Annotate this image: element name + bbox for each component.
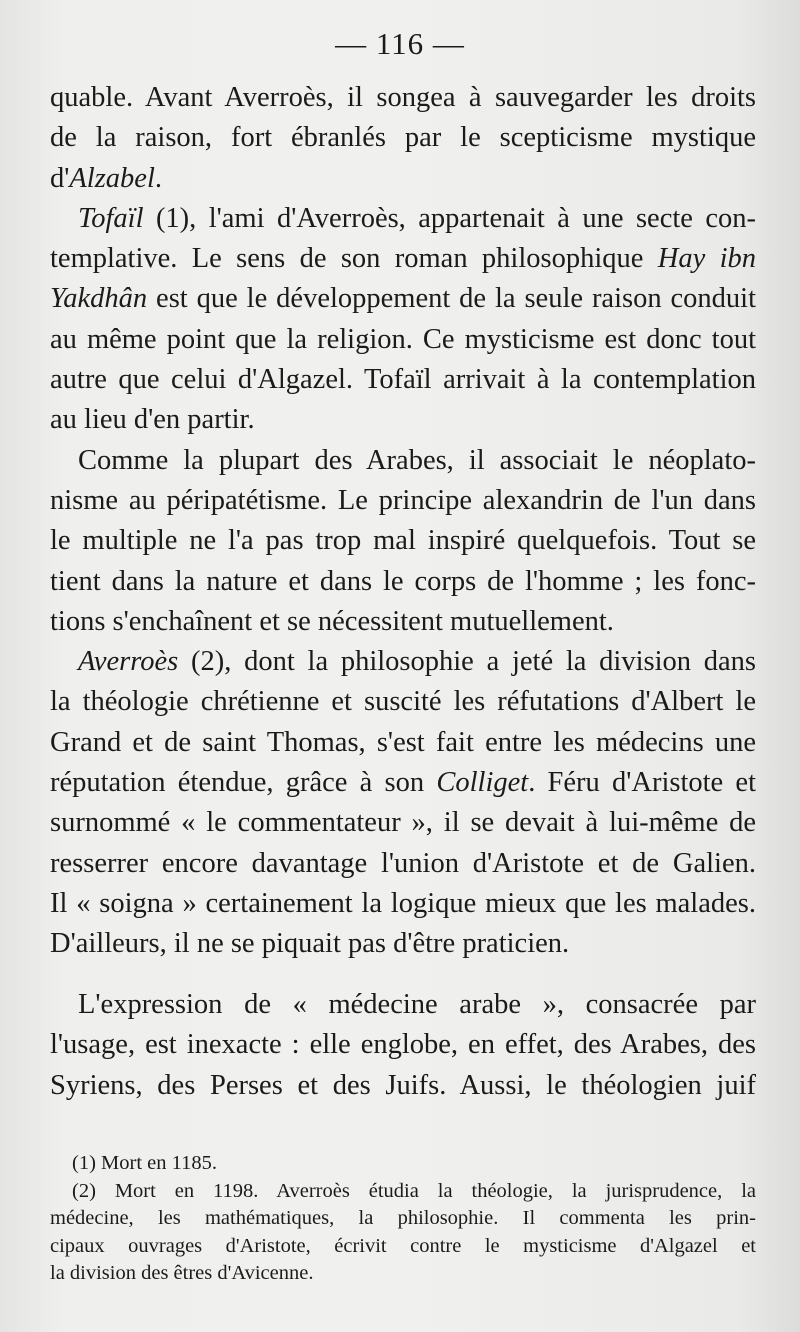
text-line: autre que celui d'Algazel. Tofaïl arrivait à la contemplation [50,364,756,396]
text-line: L'expression de « médecine arabe », consacrée par [78,989,756,1020]
footnote-line: (1) Mort en 1185. [72,1152,217,1174]
text-line: Grand et de saint Thomas, s'est fait entre les médecins une [50,726,756,758]
footnote-line: (2) Mort en 1198. Averroès étudia la théologie, la jurisprudence, la [72,1179,756,1202]
text-line: Comme la plupart des Arabes, il associait le néoplato- [78,444,756,476]
second-paragraph-block [50,985,756,1106]
footnote-line: médecine, les mathématiques, la philosophie. Il commenta les prin- [50,1207,756,1229]
text-line: le multiple ne l'a pas trop mal inspiré quelquefois. Tout se [50,525,756,557]
text-line: au même point que la religion. Ce mysticisme est donc tout [50,323,756,355]
text-line: nisme au péripatétisme. Le principe alexandrin de l'un dans [50,484,756,516]
text-line: Syriens, des Perses et des Juifs. Aussi, le théologien juif [50,1069,756,1101]
text-line: tient dans la nature et dans le corps de l'homme ; les fonc- [50,565,756,597]
text-line: l'usage, est inexacte : elle englobe, en effet, des Arabes, des [50,1029,756,1061]
text-line: au lieu d'en partir. [50,404,255,436]
text-line: templative. Le sens de son roman philosophique Hay ibn [50,243,756,275]
main-text-block [50,78,756,965]
page-number: — 116 — [335,26,465,61]
footnote-line: la division des êtres d'Avicenne. [50,1262,314,1284]
footnote-line: cipaux ouvrages d'Aristote, écrivit contre le mysticisme d'Algazel et [50,1234,756,1257]
text-line: la théologie chrétienne et suscité les réfutations d'Albert le [50,686,756,718]
footnotes [50,1150,756,1288]
text-line: quable. Avant Averroès, il songea à sauvegarder les droits [50,82,756,113]
text-line: Tofaïl (1), l'ami d'Averroès, appartenait à une secte con- [78,202,756,234]
text-line: Averroès (2), dont la philosophie a jeté la division dans [78,646,756,678]
text-line: d'Alzabel. [50,162,163,194]
text-line: de la raison, fort ébranlés par le scepticisme mystique [50,122,756,154]
text-line: D'ailleurs, il ne se piquait pas d'être praticien. [50,928,570,960]
text-line: surnommé « le commentateur », il se devait à lui-même de [50,807,756,839]
text-line: tions s'enchaînent et se nécessitent mutuellement. [50,605,614,637]
text-line: Il « soigna » certainement la logique mieux que les malades. [50,887,756,919]
text-line: réputation étendue, grâce à son Colliget. Féru d'Aristote et [50,767,756,799]
text-line: resserrer encore davantage l'union d'Aristote et de Galien. [50,847,756,879]
text-line: Yakdhân est que le développement de la seule raison conduit [50,283,756,315]
